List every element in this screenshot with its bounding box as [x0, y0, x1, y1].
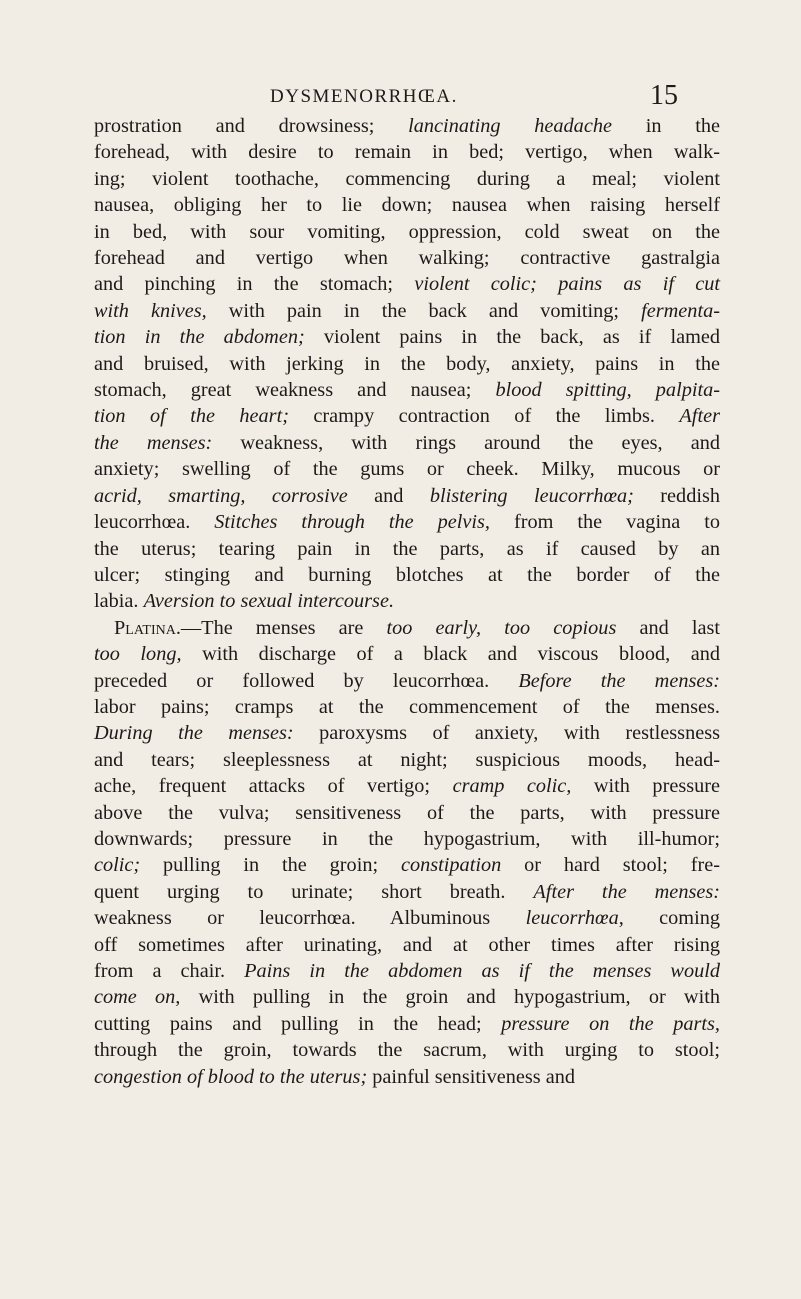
text-line: weakness or leucorrhœa. Albuminous leucorrhœa, coming [94, 907, 720, 930]
emphasis-text: blistering leucorrhœa; [429, 484, 634, 507]
text-line: too long, with discharge of a black and viscous blood, and [94, 643, 720, 666]
text-line: quent urging to urinate; short breath. After the menses: [94, 880, 720, 903]
text-line: the uterus; tearing pain in the parts, as if caused by an [94, 537, 720, 560]
emphasis-text: congestion of blood to the uterus; [94, 1065, 368, 1088]
emphasis-text: come on, [94, 986, 181, 1009]
text-line: stomach, great weakness and nausea; blood spitting, palpita- [94, 379, 721, 402]
emphasis-text: tion of the heart; [94, 405, 289, 428]
text-line: with knives, with pain in the back and vomiting; fermenta- [94, 299, 720, 322]
emphasis-text: Pains in the abdomen as if the menses would [244, 960, 721, 982]
text-line: prostration and drowsiness; lancinating headache in the [94, 115, 720, 137]
text-line: Platina.—The menses are too early, too copious and last [114, 616, 720, 639]
emphasis-text: After [679, 405, 720, 428]
emphasis-text: lancinating headache [408, 115, 612, 137]
text-line: ulcer; stinging and burning blotches at the border of the [94, 563, 720, 586]
text-line: come on, with pulling in the groin and hypogastrium, or with [94, 986, 720, 1009]
text-line: cutting pains and pulling in the head; pressure on the parts, [94, 1012, 721, 1035]
emphasis-text: After the menses: [533, 880, 720, 903]
text-line: and bruised, with jerking in the body, anxiety, pains in the [94, 352, 720, 375]
text-line: downwards; pressure in the hypogastrium, with ill-humor; [94, 827, 720, 850]
emphasis-text: too long, [94, 643, 182, 666]
emphasis-text: During the menses: [94, 722, 294, 745]
emphasis-text: with knives, [94, 299, 207, 322]
text-line: During the menses: paroxysms of anxiety, with restlessness [94, 722, 720, 745]
emphasis-text: Before the menses: [518, 669, 720, 692]
text-line: tion in the abdomen; violent pains in the back, as if lamed [94, 326, 720, 349]
text-line: preceded or followed by leucorrhœa. Before the menses: [94, 669, 720, 692]
text-line: labor pains; cramps at the commencement of the menses. [94, 695, 720, 718]
emphasis-text: violent colic; pains as if cut [414, 273, 720, 296]
body-text [94, 113, 720, 1090]
emphasis-text: fermenta- [641, 299, 720, 322]
text-line: and pinching in the stomach; violent colic; pains as if cut [94, 273, 720, 296]
text-line: forehead and vertigo when walking; contractive gastralgia [94, 247, 720, 270]
emphasis-text: the menses: [94, 431, 213, 454]
text-line: through the groin, towards the sacrum, with urging to stool; [94, 1039, 720, 1062]
text-line: forehead, with desire to remain in bed; vertigo, when walk- [94, 141, 720, 164]
text-line: acrid, smarting, corrosive and blistering leucorrhœa; reddish [94, 484, 720, 507]
remedy-name: Platina [114, 616, 176, 639]
page-header [0, 80, 801, 116]
text-line: from a chair. Pains in the abdomen as if the menses would [94, 960, 721, 982]
emphasis-text: Aversion to sexual intercourse. [143, 590, 395, 613]
text-line: off sometimes after urinating, and at other times after rising [94, 933, 720, 956]
text-line: and tears; sleeplessness at night; suspicious moods, head- [94, 748, 720, 771]
text-line: the menses: weakness, with rings around the eyes, and [94, 431, 720, 454]
text-line: ache, frequent attacks of vertigo; cramp colic, with pressure [94, 775, 721, 798]
page-number: 15 [650, 80, 678, 111]
emphasis-text: cramp colic, [452, 775, 572, 798]
text-line: nausea, obliging her to lie down; nausea when raising herself [94, 194, 720, 217]
emphasis-text: pressure on the parts, [501, 1012, 721, 1035]
text-line: leucorrhœa. Stitches through the pelvis, from the vagina to [94, 511, 720, 534]
emphasis-text: Stitches through the pelvis, [214, 511, 490, 534]
text-line: in bed, with sour vomiting, oppression, cold sweat on the [94, 220, 720, 243]
text-line: congestion of blood to the uterus; painful sensitiveness and [94, 1065, 576, 1088]
text-line: anxiety; swelling of the gums or cheek. Milky, mucous or [94, 458, 720, 481]
emphasis-text: colic; [94, 854, 141, 877]
emphasis-text: too early, too copious [386, 616, 617, 639]
emphasis-text: leucorrhœa, [525, 907, 624, 930]
emphasis-text: blood spitting, palpita- [495, 379, 721, 402]
text-line: colic; pulling in the groin; constipation or hard stool; fre- [94, 854, 720, 877]
text-line: above the vulva; sensitiveness of the parts, with pressure [94, 801, 720, 824]
emphasis-text: constipation [400, 854, 502, 877]
running-head: DYSMENORRHŒA. [270, 86, 458, 107]
text-line: tion of the heart; crampy contraction of the limbs. After [94, 405, 720, 428]
text-line: labia. Aversion to sexual intercourse. [94, 590, 395, 613]
text-line: ing; violent toothache, commencing during a meal; violent [94, 167, 720, 190]
emphasis-text: tion in the abdomen; [94, 326, 305, 349]
emphasis-text: acrid, smarting, corrosive [94, 484, 348, 507]
